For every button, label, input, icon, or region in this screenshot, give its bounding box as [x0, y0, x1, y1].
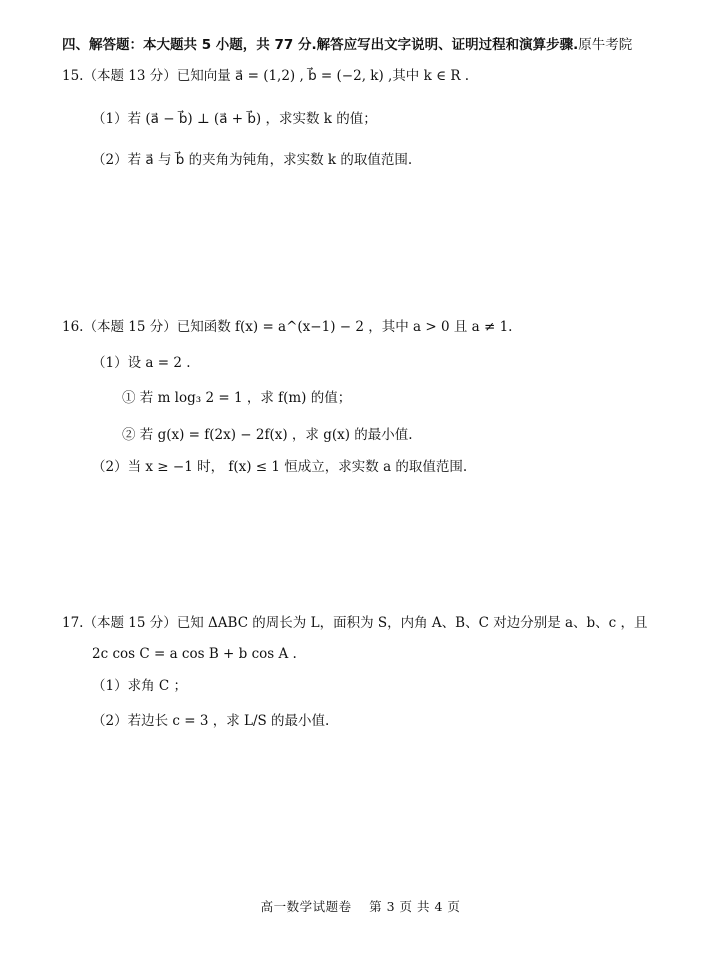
section-header — [62, 36, 632, 54]
q15-stem: 15.（本题 13 分）已知向量 a⃗ = (1,2) , b⃗ = (−2, k) ,其中 k ∈ R . — [62, 68, 470, 84]
q17-stem: 17.（本题 15 分）已知 ΔABC 的周长为 L，面积为 S，内角 A、B、C 对边分别是 a、b、c ，且 — [62, 615, 648, 631]
q15-part2: （2）若 a⃗ 与 b⃗ 的夹角为钝角，求实数 k 的取值范围. — [92, 152, 413, 168]
q16-part2: （2）当 x ≥ −1 时， f(x) ≤ 1 恒成立，求实数 a 的取值范围. — [92, 459, 468, 475]
q16-stem: 16.（本题 15 分）已知函数 f(x) = a^(x−1) − 2 ，其中 a > 0 且 a ≠ 1. — [62, 319, 513, 335]
q16-part1: （1）设 a = 2 . — [92, 355, 191, 371]
section-header-text: 四、解答题：本大题共 5 小题，共 77 分.解答应写出文字说明、证明过程和演算步骤. — [62, 37, 579, 53]
q17-stem2: 2c cos C = a cos B + b cos A . — [92, 646, 297, 662]
q16-sub1: ① 若 m log₃ 2 = 1 ，求 f(m) 的值； — [122, 390, 352, 406]
q15-part1: （1）若 (a⃗ − b⃗) ⊥ (a⃗ + b⃗) ，求实数 k 的值； — [92, 111, 377, 127]
watermark: 原牛考院 — [578, 37, 633, 53]
page-footer: 高一数学试题卷 第 3 页 共 4 页 — [260, 899, 461, 914]
q16-sub2: ② 若 g(x) = f(2x) − 2f(x) ，求 g(x) 的最小值. — [122, 427, 413, 443]
q17-part2: （2）若边长 c = 3 ，求 L/S 的最小值. — [92, 713, 330, 729]
q17-part1: （1）求角 C ； — [92, 678, 188, 694]
